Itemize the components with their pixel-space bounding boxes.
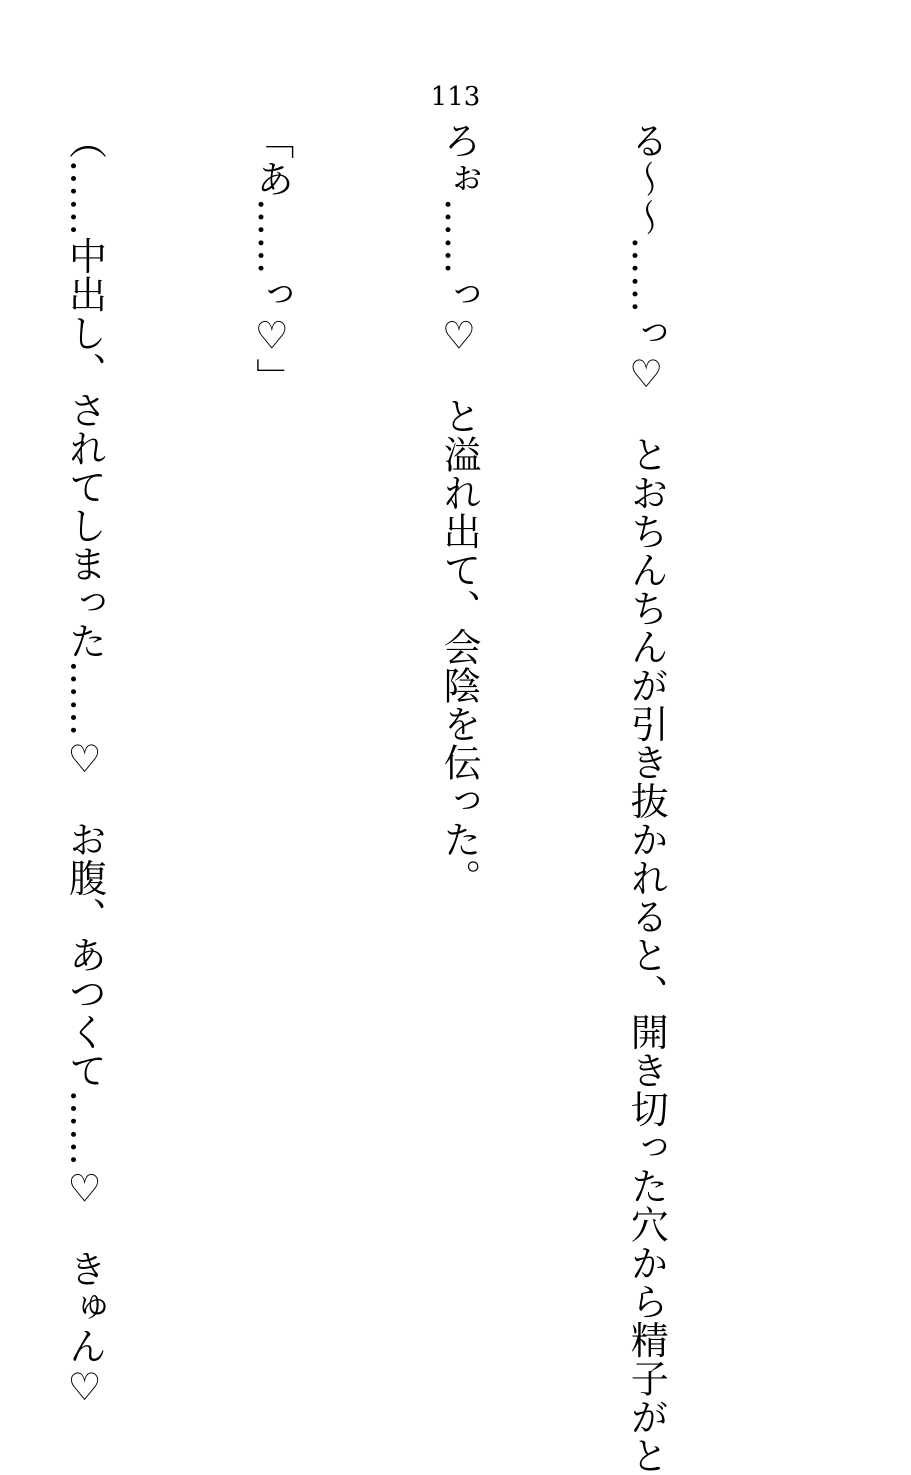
text-line: る〜〜……っ♡ とおちんちんが引き抜かれると、開き切った穴から精子がと bbox=[624, 121, 669, 1475]
text-line: 「あ……っ♡」 bbox=[249, 121, 294, 397]
page-number: 113 bbox=[430, 82, 481, 112]
body-text bbox=[0, 121, 802, 1475]
text-line: （……中出し、されてしまった……♡ お腹、あつくて……♡ きゅん♡ bbox=[62, 121, 107, 1410]
text-line: ろぉ……っ♡ と溢れ出て、会陰を伝った。 bbox=[436, 121, 481, 897]
